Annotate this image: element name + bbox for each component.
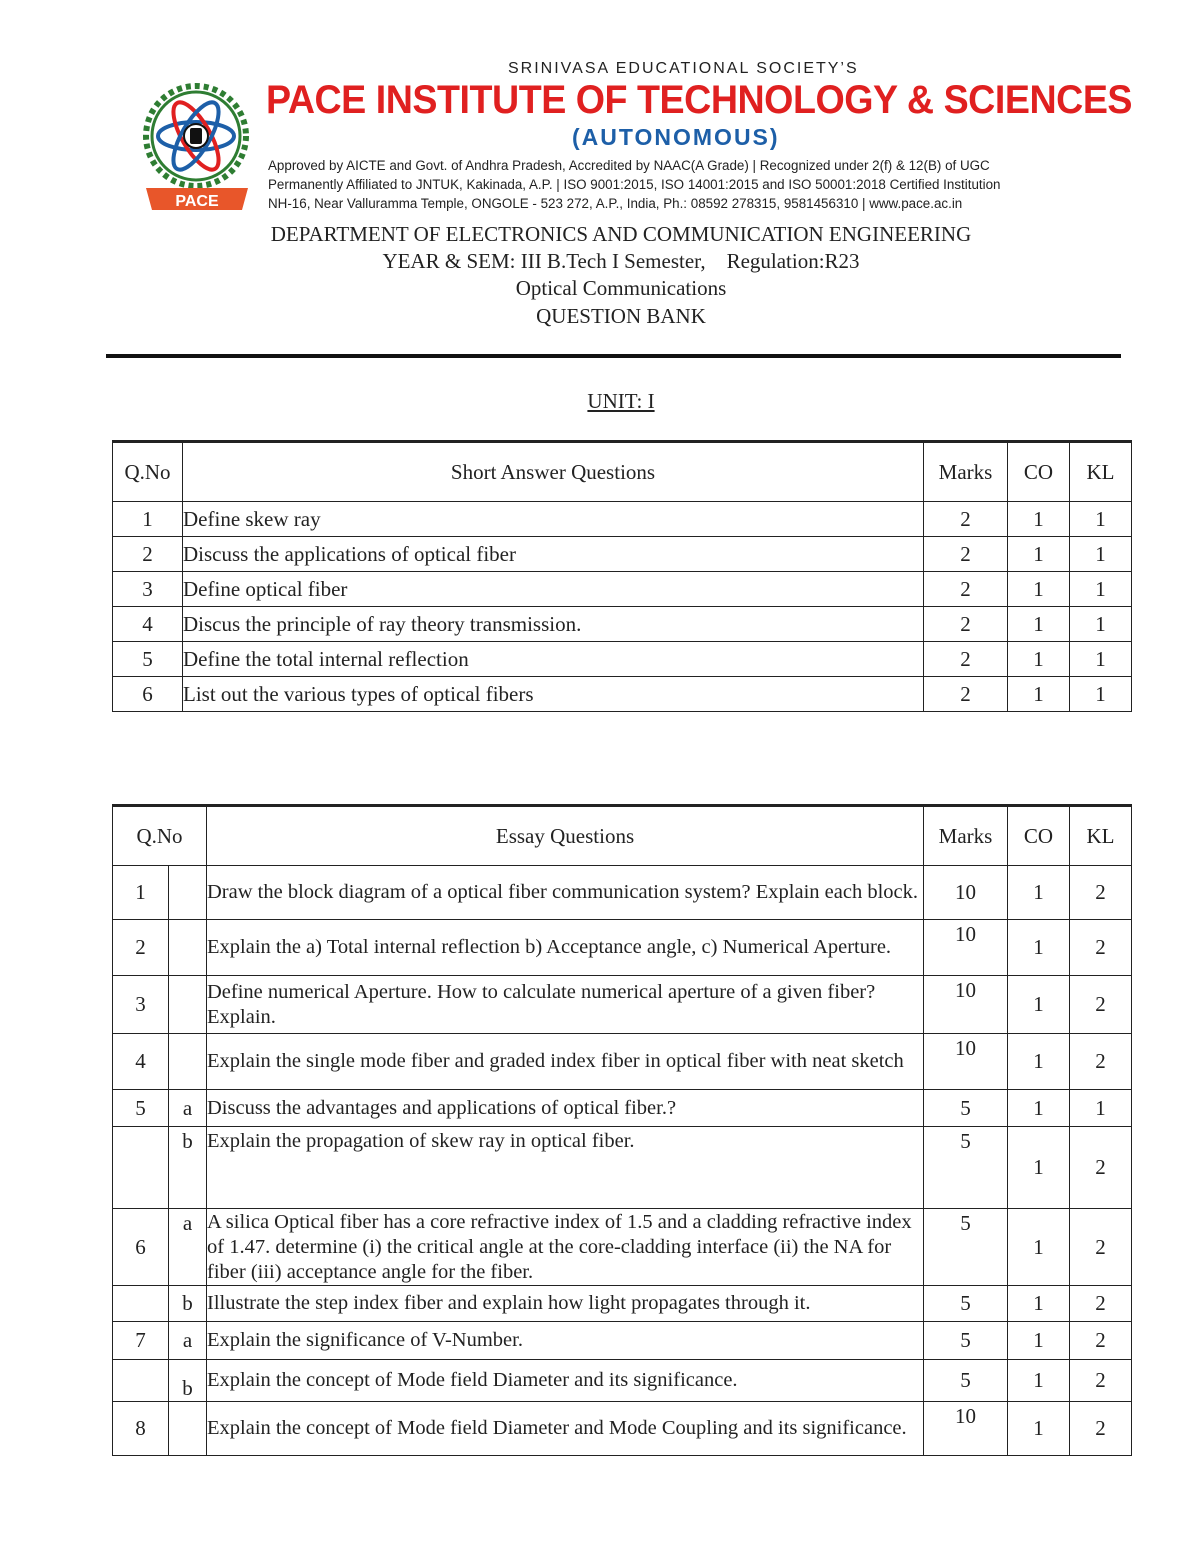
kl-cell: 1 [1070,642,1132,677]
co-cell: 1 [1008,1090,1070,1127]
kl-cell: 2 [1070,866,1132,920]
kl-cell: 1 [1070,607,1132,642]
question-cell: A silica Optical fiber has a core refractive index of 1.5 and a cladding refractive index of 1.47. determine (i) the critical angle at the core-cladding interface (ii) the NA for fiber (iii) acceptance angle for the fiber. [207,1209,924,1286]
marks-cell: 5 [924,1209,1008,1286]
kl-cell: 1 [1070,537,1132,572]
co-cell: 1 [1008,537,1070,572]
question-cell: Discuss the advantages and applications of optical fiber.? [207,1090,924,1127]
subject-title: Optical Communications [515,276,727,300]
qno-cell: 6 [113,1209,169,1286]
qno-cell: 6 [113,677,183,712]
question-cell: Explain the propagation of skew ray in optical fiber. [207,1127,924,1209]
qno-cell [113,1360,169,1402]
co-cell: 1 [1008,1034,1070,1090]
letterhead [0,0,1200,220]
co-cell: 1 [1008,1127,1070,1209]
logo-banner-text: PACE [175,193,219,210]
table-row [113,1360,1132,1402]
header-divider [106,354,1121,358]
table-row [113,677,1132,712]
qno-cell: 2 [113,537,183,572]
qno-cell: 1 [113,866,169,920]
co-cell: 1 [1008,1286,1070,1322]
subpart-cell [169,920,207,976]
marks-cell: 5 [924,1322,1008,1360]
marks-cell: 5 [924,1090,1008,1127]
table-row [113,1127,1132,1209]
kl-cell: 2 [1070,1034,1132,1090]
marks-cell: 10 [924,866,1008,920]
question-cell: List out the various types of optical fibers [183,677,924,712]
question-cell: Explain the a) Total internal reflection b) Acceptance angle, c) Numerical Aperture. [207,920,924,976]
header-co: CO [1008,806,1070,866]
co-cell: 1 [1008,502,1070,537]
year-semester: YEAR & SEM: III B.Tech I Semester, Regulation:R23 [382,249,860,273]
co-cell: 1 [1008,1209,1070,1286]
co-cell: 1 [1008,642,1070,677]
co-cell: 1 [1008,607,1070,642]
unit-title: UNIT: I [587,389,655,413]
question-cell: Explain the single mode fiber and graded index fiber in optical fiber with neat sketch [207,1034,924,1090]
subpart-cell: a [169,1090,207,1127]
kl-cell: 2 [1070,1360,1132,1402]
qno-cell [113,1286,169,1322]
table-row [113,607,1132,642]
institute-logo [132,76,262,210]
kl-cell: 2 [1070,1322,1132,1360]
subpart-cell: b [169,1286,207,1322]
essay-questions-table [112,804,1132,1456]
qno-cell: 4 [113,607,183,642]
question-cell: Discuss the applications of optical fiber [183,537,924,572]
qno-cell: 5 [113,642,183,677]
accreditation-line: Approved by AICTE and Govt. of Andhra Pradesh, Accredited by NAAC(A Grade) | Recognized under 2(f) & 12(B) of UGC [268,158,990,173]
table-row [113,1402,1132,1456]
marks-cell: 2 [924,537,1008,572]
marks-cell: 10 [924,920,1008,976]
kl-cell: 1 [1070,502,1132,537]
subpart-cell [169,1034,207,1090]
subpart-cell [169,976,207,1034]
table-row [113,1090,1132,1127]
kl-cell: 2 [1070,976,1132,1034]
co-cell: 1 [1008,1360,1070,1402]
co-cell: 1 [1008,1402,1070,1456]
short-answer-table [112,440,1132,712]
marks-cell: 10 [924,1034,1008,1090]
subpart-cell: b [169,1360,207,1402]
qno-cell: 3 [113,572,183,607]
table-row [113,1034,1132,1090]
institute-name: PACE INSTITUTE OF TECHNOLOGY & SCIENCES [266,78,1133,122]
table-row [113,1209,1132,1286]
table-header-row [113,442,1132,502]
table-row [113,866,1132,920]
qno-cell [113,1127,169,1209]
header-qno: Q.No [113,442,183,502]
affiliation-line: Permanently Affiliated to JNTUK, Kakinada, A.P. | ISO 9001:2015, ISO 14001:2015 and ISO 50001:2018 Certified Institution [268,177,1001,192]
co-cell: 1 [1008,976,1070,1034]
marks-cell: 5 [924,1286,1008,1322]
qno-cell: 8 [113,1402,169,1456]
department-title: DEPARTMENT OF ELECTRONICS AND COMMUNICATION ENGINEERING [270,222,972,246]
society-name: SRINIVASA EDUCATIONAL SOCIETY’S [508,60,859,77]
kl-cell: 2 [1070,920,1132,976]
header-question: Essay Questions [207,806,924,866]
qno-cell: 4 [113,1034,169,1090]
marks-cell: 5 [924,1127,1008,1209]
qno-cell: 3 [113,976,169,1034]
kl-cell: 1 [1070,677,1132,712]
header-qno: Q.No [113,806,207,866]
question-cell: Explain the concept of Mode field Diameter and Mode Coupling and its significance. [207,1402,924,1456]
header-marks: Marks [924,442,1008,502]
kl-cell: 2 [1070,1127,1132,1209]
marks-cell: 2 [924,677,1008,712]
header-kl: KL [1070,806,1132,866]
subpart-cell: a [169,1209,207,1286]
kl-cell: 2 [1070,1402,1132,1456]
qno-cell: 7 [113,1322,169,1360]
question-cell: Draw the block diagram of a optical fiber communication system? Explain each block. [207,866,924,920]
kl-cell: 1 [1070,572,1132,607]
kl-cell: 2 [1070,1209,1132,1286]
marks-cell: 2 [924,607,1008,642]
table-row [113,502,1132,537]
table-row [113,920,1132,976]
qno-cell: 2 [113,920,169,976]
kl-cell: 1 [1070,1090,1132,1127]
table-row [113,1286,1132,1322]
marks-cell: 10 [924,976,1008,1034]
question-cell: Define skew ray [183,502,924,537]
qno-cell: 1 [113,502,183,537]
subpart-cell: a [169,1322,207,1360]
qno-cell: 5 [113,1090,169,1127]
co-cell: 1 [1008,1322,1070,1360]
marks-cell: 2 [924,572,1008,607]
table-header-row [113,806,1132,866]
co-cell: 1 [1008,920,1070,976]
question-cell: Explain the concept of Mode field Diameter and its significance. [207,1360,924,1402]
table-row [113,1322,1132,1360]
question-cell: Discus the principle of ray theory transmission. [183,607,924,642]
table-row [113,642,1132,677]
subpart-cell [169,1402,207,1456]
question-cell: Define numerical Aperture. How to calculate numerical aperture of a given fiber? Explain. [207,976,924,1034]
document-type: QUESTION BANK [536,304,706,328]
marks-cell: 2 [924,642,1008,677]
co-cell: 1 [1008,677,1070,712]
marks-cell: 2 [924,502,1008,537]
header-marks: Marks [924,806,1008,866]
question-cell: Define the total internal reflection [183,642,924,677]
co-cell: 1 [1008,866,1070,920]
marks-cell: 5 [924,1360,1008,1402]
marks-cell: 10 [924,1402,1008,1456]
autonomous-status: (AUTONOMOUS) [572,124,780,150]
header-question: Short Answer Questions [183,442,924,502]
table-row [113,572,1132,607]
address-line: NH-16, Near Valluramma Temple, ONGOLE - 523 272, A.P., India, Ph.: 08592 278315, 9581456310 | www.pace.ac.in [268,196,963,211]
header-kl: KL [1070,442,1132,502]
header-co: CO [1008,442,1070,502]
subpart-cell [169,866,207,920]
subpart-cell: b [169,1127,207,1209]
table-row [113,976,1132,1034]
question-cell: Illustrate the step index fiber and explain how light propagates through it. [207,1286,924,1322]
question-cell: Define optical fiber [183,572,924,607]
table-row [113,537,1132,572]
co-cell: 1 [1008,572,1070,607]
kl-cell: 2 [1070,1286,1132,1322]
question-cell: Explain the significance of V-Number. [207,1322,924,1360]
